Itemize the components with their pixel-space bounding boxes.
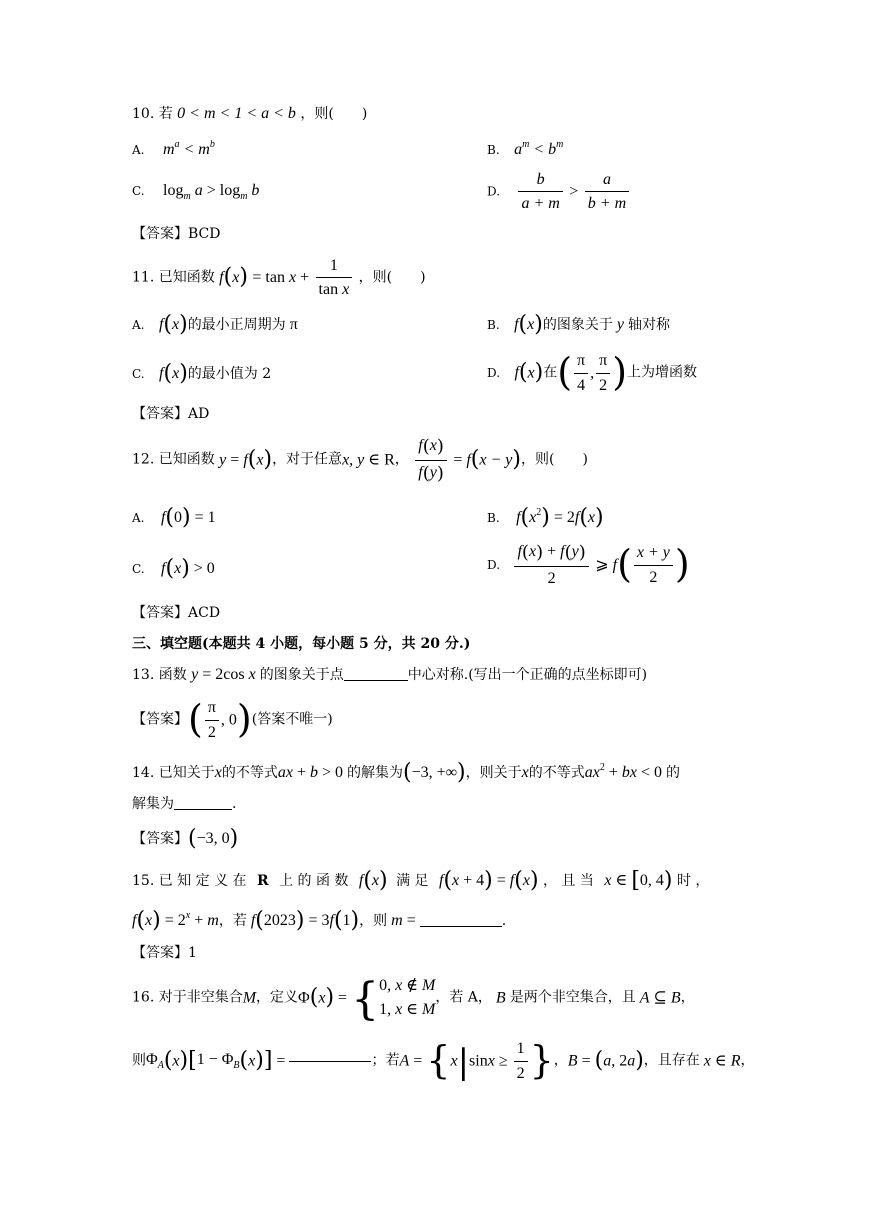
q16-line2: 则$\Phi_A(x)[1 - \Phi_B(x)]$ = ；若A = {x|sinx ≥ $\frac{1}{2}$ }，B = (a, 2a)，且存在 x ∈ R，	[132, 1038, 755, 1082]
q16-blank	[289, 1061, 371, 1062]
q10-option-a: A. $m^a < m^b$	[132, 139, 215, 158]
q11-stem: 11. 已知函数	[132, 269, 215, 286]
q12-option-d: D. $\frac{f(x) + f(y)}{2}$ ⩾ f( $\frac{x + y}{2}$ )	[487, 542, 690, 587]
q15-answer: 【答案】1	[132, 945, 197, 961]
q10-option-d: D. $\frac{b}{a + m}$ > $\frac{a}{b + m}$	[487, 170, 631, 213]
q10-answer: 【答案】BCD	[132, 226, 221, 242]
q10-option-c: C. $\log_m a > \log_m b$	[132, 182, 260, 202]
q10-stem: 10. 若	[132, 106, 173, 122]
q13-blank	[344, 680, 408, 681]
q10-option-b: B. $a^m < b^m$	[487, 139, 564, 158]
q10-tail: ，则( )	[300, 106, 368, 122]
q11-option-c: C. f(x)的最小值为 2	[132, 361, 272, 386]
q11-answer: 【答案】AD	[132, 406, 210, 422]
q16-stem-line: 16. 对于非空集合M，定义Φ(x) = { 0, x ∉ M 1, x ∈ M ，若 A， B 是两个非空集合，且 A ⊆ B，	[132, 974, 695, 1025]
q11-stem-line: 11. 已知函数 f(x) = tan x + $\frac{1}{\text{tan x}}$ ，则( )	[132, 257, 426, 299]
q14-blank	[174, 809, 232, 810]
q10-stem-line	[132, 104, 367, 123]
q14-line2: 解集为 .	[132, 796, 237, 812]
q12-option-a: A. f(0) = 1	[132, 505, 216, 530]
q15-stem-line: 15. 已 知 定 义 在 R 上 的 函 数 f(x) 满 足 f(x + 4) = f(x) ， 且 当 x ∈ [0, 4) 时 ，	[132, 868, 710, 893]
q12-option-b: B. $f(x^2) = 2f(x)$	[487, 505, 604, 530]
q11-option-d: D. f(x)在( $\frac{\pi}{4}$ , $\frac{\pi}{2}$ )上为增函数	[487, 350, 698, 394]
q15-line2: $f(x) = 2^x + m$，若 f(2023) = 3f(1)，则 m = .	[132, 908, 507, 933]
q11-option-a: A. f(x)的最小正周期为 π	[132, 312, 298, 337]
q12-answer: 【答案】ACD	[132, 605, 221, 621]
section-3-title: 三、填空题(本题共 4 小题，每小题 5 分，共 20 分.)	[132, 636, 471, 652]
q11-option-b: B. f(x)的图象关于 y 轴对称	[487, 312, 670, 337]
q14-stem-line: 14. 已知关于x的不等式ax + b > 0 的解集为(−3, +∞)，则关于x的不等式$ax^2$ + bx < 0 的	[132, 760, 681, 785]
q14-answer: 【答案】(−3, 0)	[132, 826, 239, 851]
q13-answer: 【答案】( $\frac{\pi}{2}$ , 0)(答案不唯一)	[132, 697, 333, 741]
q12-stem-line: 12. 已知函数 y = f(x)，对于任意x, y ∈ R， $\frac{f(x)}{f(y)}$ = f(x − y)，则( )	[132, 436, 588, 484]
q12-option-c: C. f(x) > 0	[132, 556, 215, 581]
q10-condition: 0 < m < 1 < a < b	[177, 105, 296, 122]
q13-stem-line: 13. 函数 y = 2cos x 的图象关于点 中心对称.(写出一个正确的点坐标即可)	[132, 666, 648, 683]
q15-blank	[420, 926, 502, 927]
